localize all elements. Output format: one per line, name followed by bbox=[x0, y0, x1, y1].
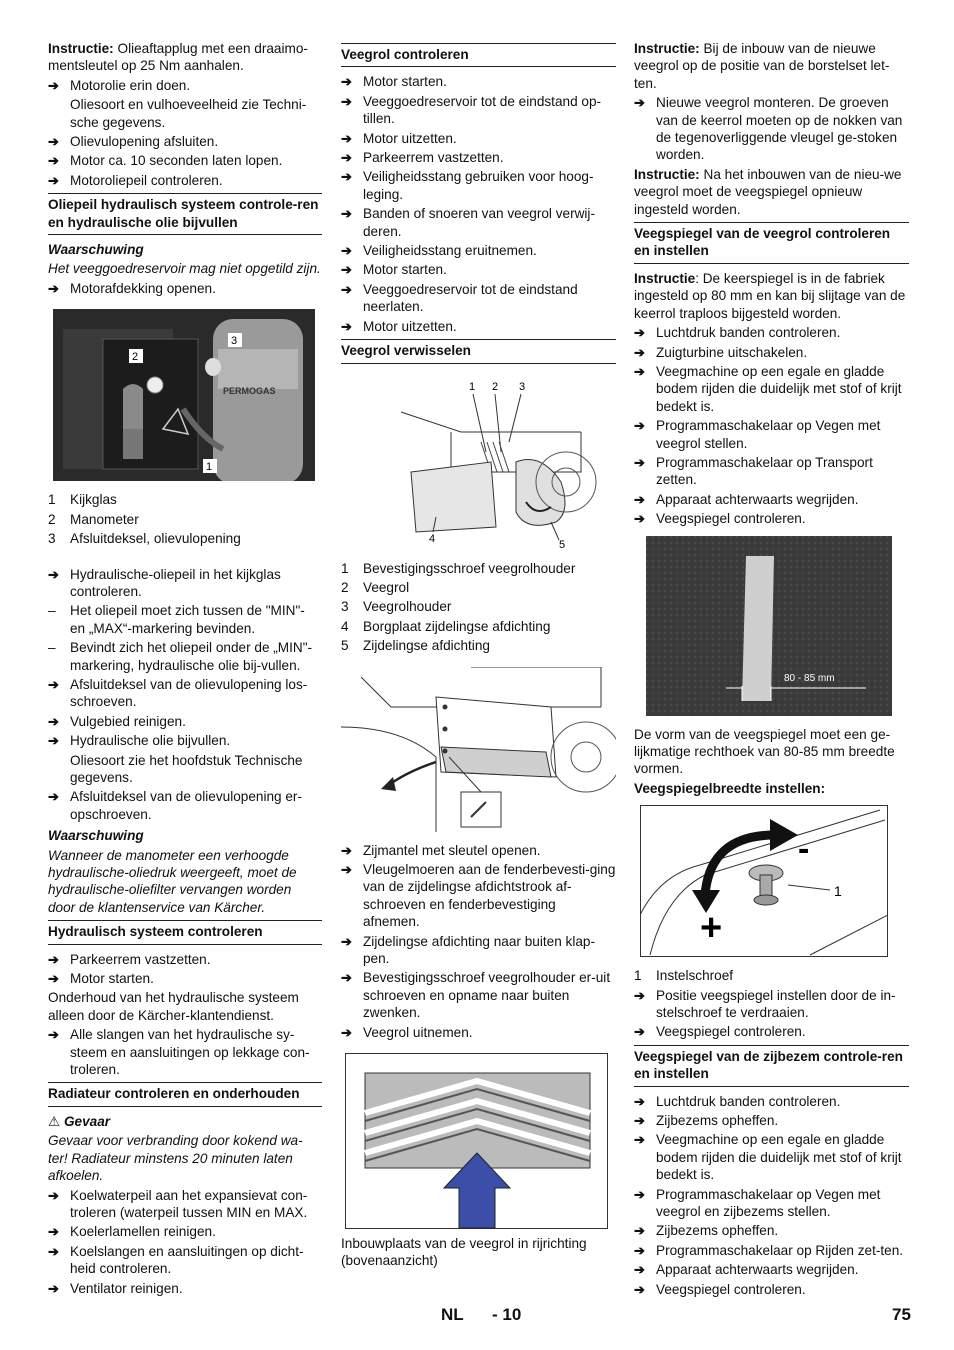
step: ➔ Motor uitzetten. bbox=[341, 318, 616, 335]
legend-item: 1 Bevestigingsschroef veegrolhouder bbox=[341, 560, 576, 576]
column-1 bbox=[48, 40, 322, 1299]
instruction: Instructie: Olieaftapplug met een draaimo-mentsleutel op 25 Nm aanhalen. bbox=[48, 41, 308, 74]
step: ➔ Alle slangen van het hydraulische sy-steem en aansluitingen op lekkage con-troleren. bbox=[48, 1026, 322, 1078]
step: ➔ Zijmantel met sleutel openen. bbox=[341, 842, 616, 859]
fig-label-1: 1 bbox=[206, 461, 213, 474]
step: ➔ Hydraulische olie bijvullen. bbox=[48, 732, 322, 749]
paragraph: Onderhoud van het hydraulische systeem alleen door de Kärcher-klantendienst. bbox=[48, 990, 299, 1023]
local-page-number: - 10 bbox=[492, 1305, 522, 1324]
fig-label-1: 1 bbox=[834, 883, 842, 900]
column-3 bbox=[634, 40, 909, 1300]
side-seal-diagram bbox=[341, 667, 616, 832]
step: ➔ Programmaschakelaar op Vegen met veegrol stellen. bbox=[634, 417, 909, 452]
fig-label-1: 1 bbox=[469, 380, 476, 393]
step: ➔ Zuigturbine uitschakelen. bbox=[634, 344, 909, 361]
step: ➔ Veegmachine op een egale en gladde bodem rijden die duidelijk met stof of krijt bedekt is. bbox=[634, 1131, 909, 1183]
legend-item: 2 Veegrol bbox=[341, 579, 410, 595]
page-number: 75 bbox=[892, 1305, 911, 1324]
step: ➔ Veiligheidsstang eruitnemen. bbox=[341, 242, 616, 259]
legend-item: 1 Kijkglas bbox=[48, 492, 117, 508]
step: ➔ Afsluitdeksel van de olievulopening los-schroeven. bbox=[48, 676, 322, 711]
warning-label: Waarschuwing bbox=[48, 242, 144, 258]
language-code: NL bbox=[441, 1305, 464, 1324]
section-heading: Radiateur controleren en onderhouden bbox=[48, 1082, 322, 1106]
fig-label-2: 2 bbox=[492, 380, 499, 393]
legend-item: 1 Instelschroef bbox=[634, 968, 734, 984]
figure-caption: Inbouwplaats van de veegrol in rijrichting (bovenaanzicht) bbox=[341, 1236, 587, 1269]
step: ➔ Programmaschakelaar op Vegen met veegrol en zijbezems stellen. bbox=[634, 1186, 909, 1221]
dash-item: – Bevindt zich het oliepeil onder de „MIN"-markering, hydraulische olie bij-vullen. bbox=[48, 639, 322, 674]
step: ➔ Motorafdekking openen. bbox=[48, 280, 322, 297]
warning-triangle-icon: ⚠ bbox=[48, 1113, 61, 1129]
paragraph: De vorm van de veegspiegel moet een ge-lijkmatige rechthoek van 80-85 mm breedte vormen. bbox=[634, 726, 895, 777]
step: ➔ Koelwaterpeil aan het expansievat con-troleren (waterpeil tussen MIN en MAX. bbox=[48, 1187, 322, 1222]
legend-item: 3 Veegrolhouder bbox=[341, 599, 452, 615]
step: ➔ Olievulopening afsluiten. bbox=[48, 133, 322, 150]
step: ➔ Parkeerrem vastzetten. bbox=[341, 149, 616, 166]
step: ➔ Koelerlamellen reinigen. bbox=[48, 1223, 322, 1240]
step: ➔ Zijbezems opheffen. bbox=[634, 1222, 909, 1239]
step: ➔ Motor starten. bbox=[48, 970, 322, 987]
step: ➔ Apparaat achterwaarts wegrijden. bbox=[634, 1261, 909, 1278]
step: ➔ Vulgebied reinigen. bbox=[48, 713, 322, 730]
sweeper-roll-diagram bbox=[341, 372, 616, 550]
note: Oliesoort zie het hoofdstuk Technische gegevens. bbox=[70, 752, 303, 785]
step: ➔ Veeggoedreservoir tot de eindstand neerlaten. bbox=[341, 281, 616, 316]
step: ➔ Apparaat achterwaarts wegrijden. bbox=[634, 491, 909, 508]
fig-label-3: 3 bbox=[231, 335, 238, 348]
adjusting-screw-diagram bbox=[634, 805, 909, 957]
step: ➔ Motor uitzetten. bbox=[341, 130, 616, 147]
fig-label-4: 4 bbox=[429, 532, 436, 545]
step: ➔ Positie veegspiegel instellen door de in-stelschroef te verdraaien. bbox=[634, 987, 909, 1022]
fig-label-2: 2 bbox=[132, 351, 139, 364]
warning-text: Wanneer de manometer een verhoogde hydraulische-oliedruk weergeeft, moet de hydraulische-oliefilter vervangen worden door de klantenservice van Kärcher. bbox=[48, 847, 297, 915]
step: ➔ Vleugelmoeren aan de fenderbevesti-ging van de zijdelingse afdichtstrook af-schroeven en fenderbevestiging afnemen. bbox=[341, 861, 616, 931]
step: ➔ Ventilator reinigen. bbox=[48, 1280, 322, 1297]
step: ➔ Veegrol uitnemen. bbox=[341, 1024, 616, 1041]
section-heading: Veegrol controleren bbox=[341, 43, 616, 67]
legend-item: 3 Afsluitdeksel, olievulopening bbox=[48, 531, 241, 547]
step: ➔ Bevestigingsschroef veegrolhouder er-uit schroeven en opname naar buiten zwenken. bbox=[341, 969, 616, 1021]
instruction: Instructie: De keerspiegel is in de fabriek ingesteld op 80 mm en kan bij slijtage van de keerrol traploos bijgesteld worden. bbox=[634, 270, 906, 321]
step: ➔ Zijbezems opheffen. bbox=[634, 1112, 909, 1129]
legend-item: 4 Borgplaat zijdelingse afdichting bbox=[341, 618, 551, 634]
plus-icon: + bbox=[700, 907, 723, 950]
step: ➔ Veegspiegel controleren. bbox=[634, 510, 909, 527]
step: ➔ Banden of snoeren van veegrol verwij-deren. bbox=[341, 205, 616, 240]
legend-item: 2 Manometer bbox=[48, 511, 139, 527]
minus-icon: - bbox=[798, 830, 810, 869]
step: ➔ Veegmachine op een egale en gladde bodem rijden die duidelijk met stof of krijt bedekt is. bbox=[634, 363, 909, 415]
warning-text: Het veeggoedreservoir mag niet opgetild zijn. bbox=[48, 261, 321, 277]
section-heading: Veegrol verwisselen bbox=[341, 339, 616, 363]
step: ➔ Zijdelingse afdichting naar buiten klap-pen. bbox=[341, 933, 616, 968]
step: ➔ Veiligheidsstang gebruiken voor hoog-leging. bbox=[341, 168, 616, 203]
dash-item: – Het oliepeil moet zich tussen de "MIN"- en „MAX“-markering bevinden. bbox=[48, 602, 322, 637]
step: ➔ Motorolie erin doen. bbox=[48, 77, 322, 94]
subheading: Veegspiegelbreedte instellen: bbox=[634, 780, 826, 796]
warning-label: Waarschuwing bbox=[48, 828, 144, 844]
step: ➔ Programmaschakelaar op Transport zetten. bbox=[634, 454, 909, 489]
step: ➔ Nieuwe veegrol monteren. De groeven van de keerrol moeten op de nokken van de tegenoverliggende vleugel ge-stoken worden. bbox=[634, 94, 909, 164]
step: ➔ Afsluitdeksel van de olievulopening er-opschroeven. bbox=[48, 788, 322, 823]
step: ➔ Programmaschakelaar op Rijden zet-ten. bbox=[634, 1242, 909, 1259]
width-label: 80 - 85 mm bbox=[784, 672, 835, 684]
column-2 bbox=[341, 40, 616, 1270]
step: ➔ Luchtdruk banden controleren. bbox=[634, 324, 909, 341]
danger-text: Gevaar voor verbranding door kokend wa-ter! Radiateur minstens 20 minuten laten afkoelen. bbox=[48, 1133, 303, 1184]
legend-item: 5 Zijdelingse afdichting bbox=[341, 638, 490, 654]
section-heading: Veegspiegel van de veegrol controleren en instellen bbox=[634, 222, 909, 264]
step: ➔ Motor starten. bbox=[341, 73, 616, 90]
step: ➔ Parkeerrem vastzetten. bbox=[48, 951, 322, 968]
step: ➔ Veegspiegel controleren. bbox=[634, 1281, 909, 1298]
sweep-mark-photo bbox=[634, 536, 909, 716]
step: ➔ Luchtdruk banden controleren. bbox=[634, 1093, 909, 1110]
fig-label-3: 3 bbox=[519, 380, 526, 393]
step: ➔ Motor starten. bbox=[341, 261, 616, 278]
step: ➔ Hydraulische-oliepeil in het kijkglas controleren. bbox=[48, 566, 322, 601]
section-heading: Oliepeil hydraulisch systeem controle-ren en hydraulische olie bijvullen bbox=[48, 193, 322, 235]
step: ➔ Veeggoedreservoir tot de eindstand op-tillen. bbox=[341, 93, 616, 128]
fig-label-5: 5 bbox=[559, 538, 566, 550]
section-heading: Veegspiegel van de zijbezem controle-ren en instellen bbox=[634, 1045, 909, 1087]
tank-label: PERMOGAS bbox=[223, 386, 276, 397]
engine-photo bbox=[48, 309, 322, 481]
step: ➔ Motor ca. 10 seconden laten lopen. bbox=[48, 152, 322, 169]
step: ➔ Motoroliepeil controleren. bbox=[48, 172, 322, 189]
step: ➔ Koelslangen en aansluitingen op dicht-heid controleren. bbox=[48, 1243, 322, 1278]
note: Oliesoort en vulhoeveelheid zie Techni-sche gegevens. bbox=[70, 97, 307, 130]
step: ➔ Veegspiegel controleren. bbox=[634, 1023, 909, 1040]
instruction: Instructie: Na het inbouwen van de nieu-we veegrol moet de veegspiegel opnieuw ingesteld worden. bbox=[634, 166, 902, 217]
install-direction-diagram bbox=[341, 1053, 616, 1229]
section-heading: Hydraulisch systeem controleren bbox=[48, 920, 322, 944]
instruction: Instructie: Bij de inbouw van de nieuwe veegrol op de positie van de borstelset let-ten. bbox=[634, 41, 890, 91]
danger-label: ⚠ Gevaar bbox=[48, 1113, 111, 1129]
